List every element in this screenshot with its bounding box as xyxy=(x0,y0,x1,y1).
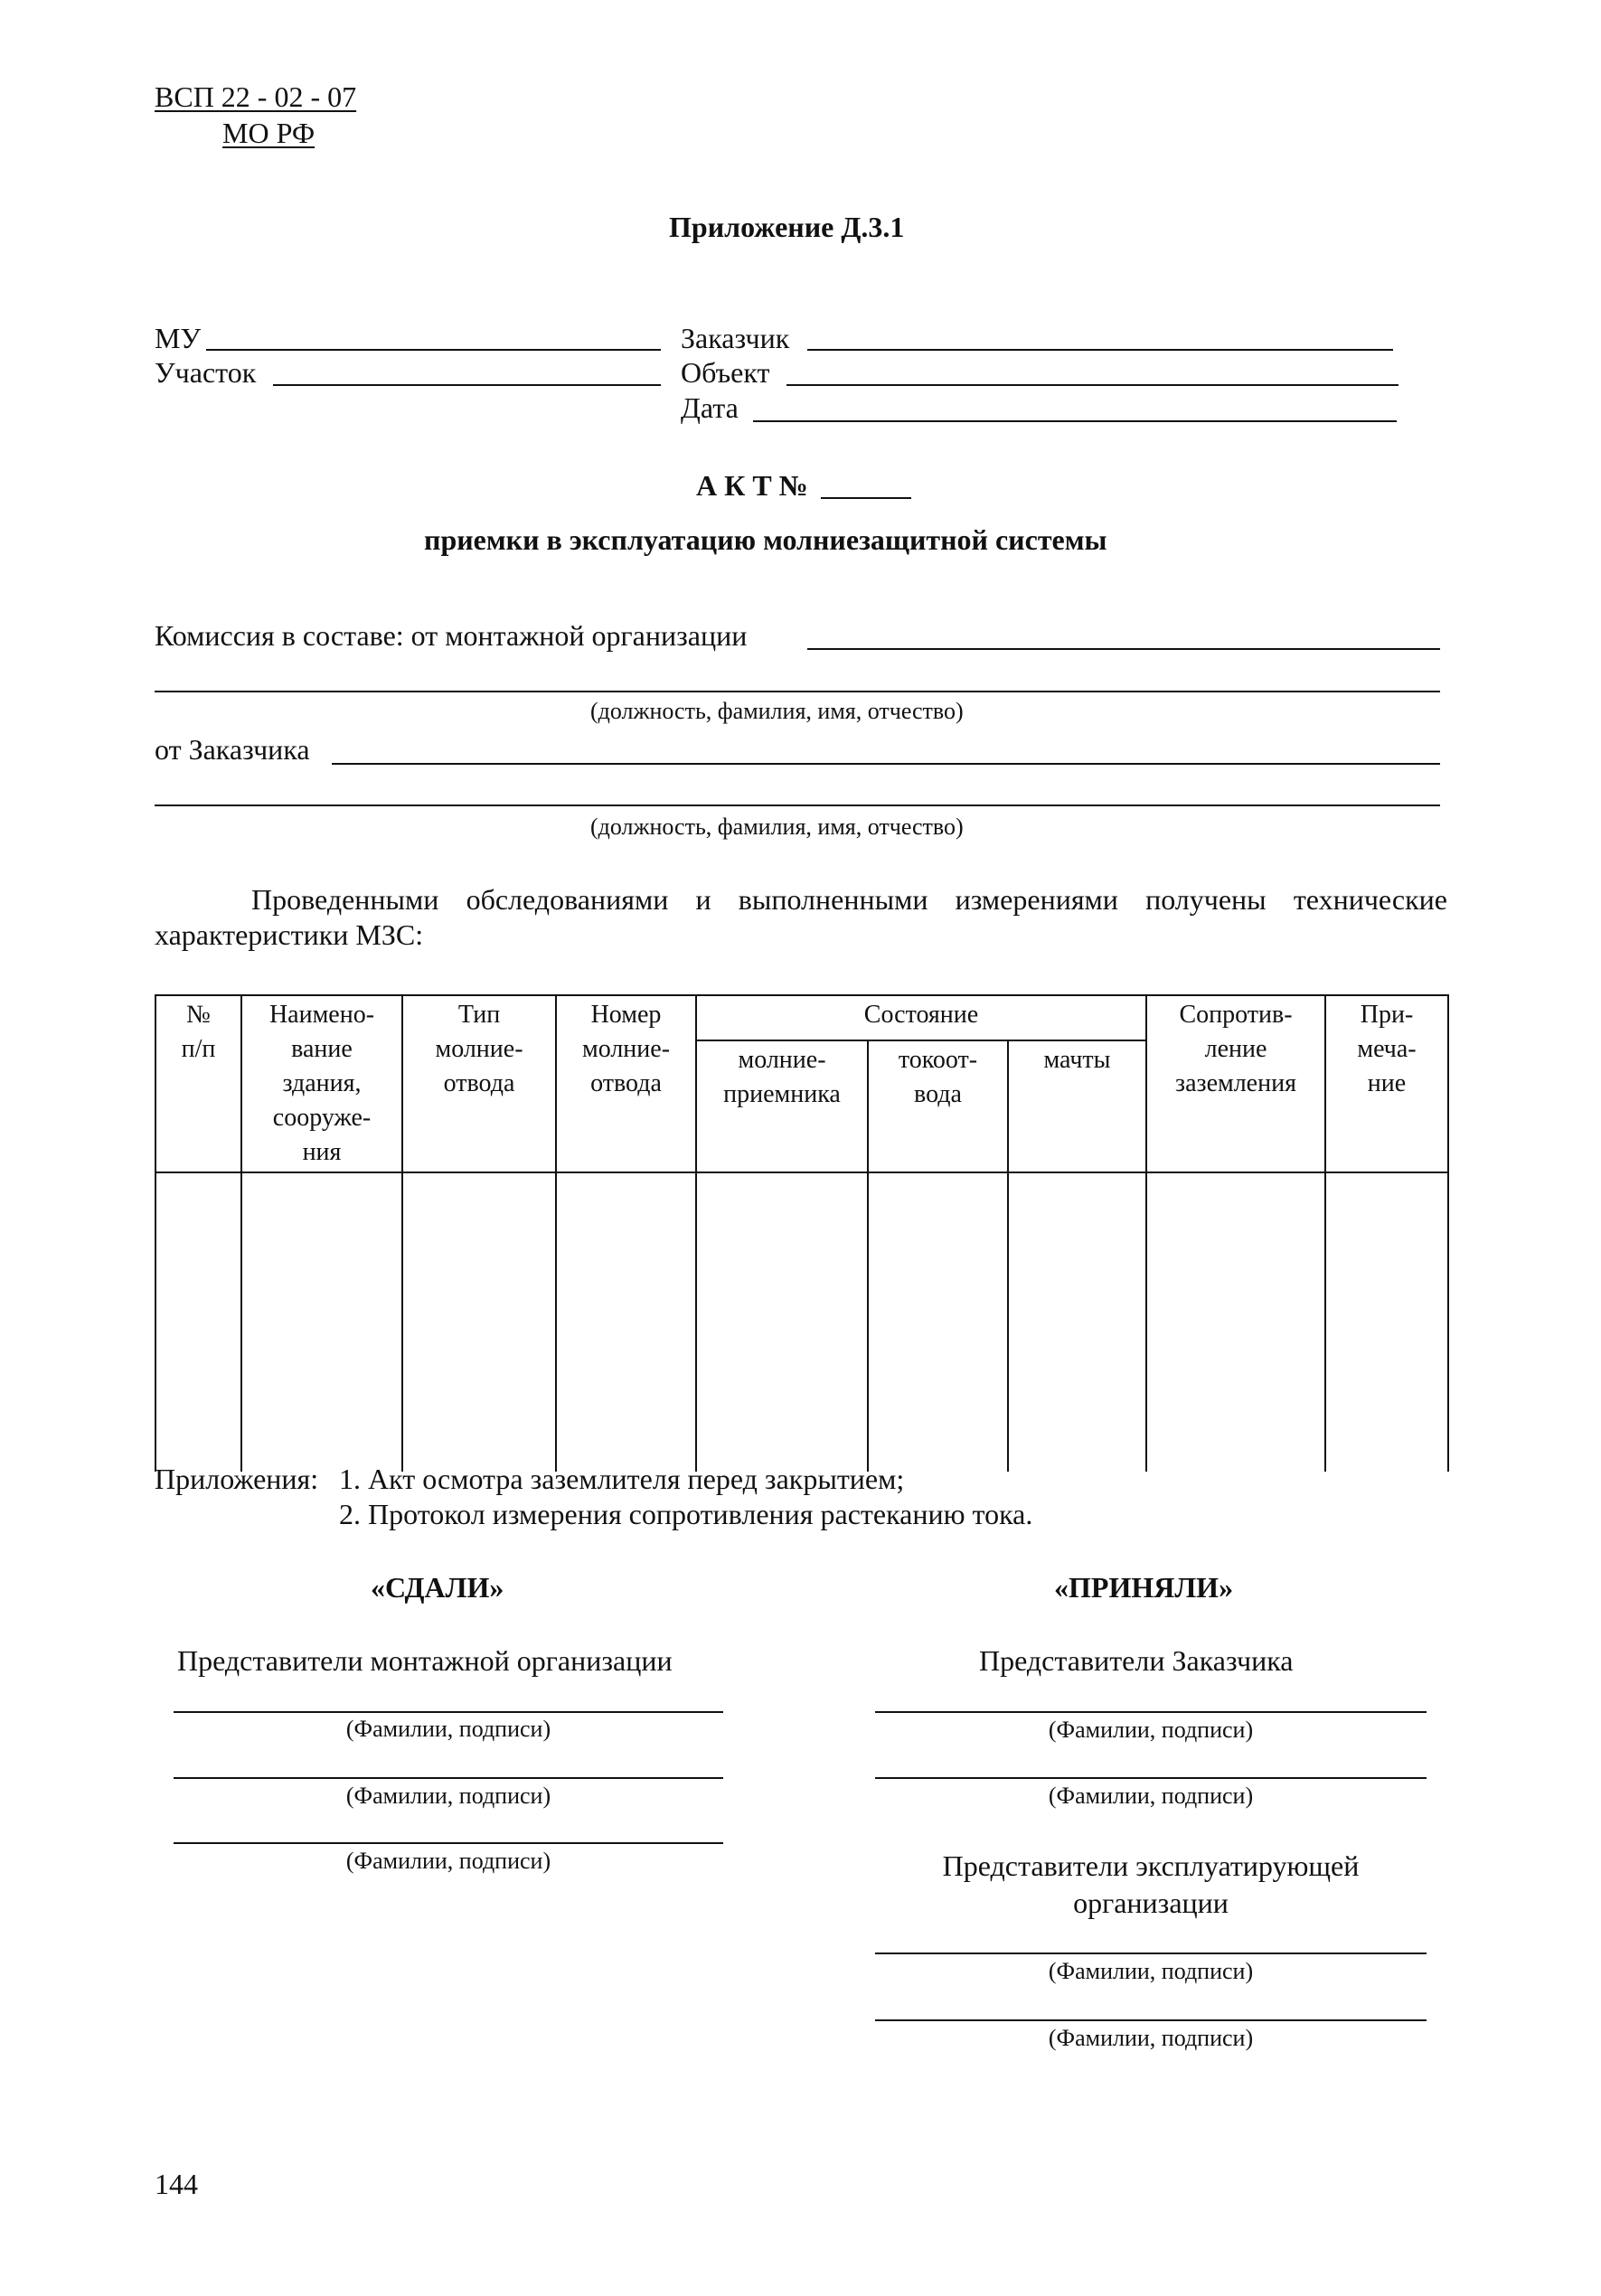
accepted-signature-line-2[interactable] xyxy=(875,1777,1427,1779)
commission-customer-label: от Заказчика xyxy=(155,733,310,766)
operator-signature-line-1[interactable] xyxy=(875,1953,1427,1954)
document-code: ВСП 22 - 02 - 07 xyxy=(155,80,357,113)
page-number: 144 xyxy=(155,2168,198,2200)
handed-signature-hint-3: (Фамилии, подписи) xyxy=(345,1848,551,1874)
col-name-header: Наимено- вание здания, сооруже- ния xyxy=(241,995,402,1172)
mu-field[interactable] xyxy=(206,349,661,351)
cell-name[interactable] xyxy=(241,1172,402,1472)
operator-subtitle-line-1: Представители эксплуатирующей xyxy=(942,1849,1360,1882)
attachment-item-1: 1. Акт осмотра заземлителя перед закрытием; xyxy=(339,1463,905,1495)
cell-number[interactable] xyxy=(556,1172,696,1472)
col-state-down-header: токоот- вода xyxy=(868,1040,1008,1172)
commission-customer-field[interactable] xyxy=(332,763,1440,765)
col-resistance-header: Сопротив- ление заземления xyxy=(1146,995,1325,1172)
position-hint-1: (должность, фамилия, имя, отчество) xyxy=(590,698,964,724)
table-header-row xyxy=(155,995,1448,1040)
commission-mounting-field-2[interactable] xyxy=(155,691,1440,692)
col-state-header: Состояние xyxy=(696,995,1146,1040)
col-type-header: Тип молние- отвода xyxy=(402,995,556,1172)
handed-signature-hint-2: (Фамилии, подписи) xyxy=(345,1783,551,1809)
handed-signature-line-1[interactable] xyxy=(174,1711,723,1713)
cell-resistance[interactable] xyxy=(1146,1172,1325,1472)
act-title: А К Т № xyxy=(696,469,808,502)
handed-signature-line-2[interactable] xyxy=(174,1777,723,1779)
col-state-mast-header: мачты xyxy=(1008,1040,1146,1172)
handed-subtitle: Представители монтажной организации xyxy=(177,1644,673,1677)
handed-signature-line-3[interactable] xyxy=(174,1842,723,1844)
appendix-title: Приложение Д.3.1 xyxy=(669,211,905,243)
operator-signature-hint-1: (Фамилии, подписи) xyxy=(1048,1958,1254,1984)
act-subtitle: приемки в эксплуатацию молниезащитной системы xyxy=(424,523,1107,556)
document-org: МО РФ xyxy=(222,117,315,149)
customer-label: Заказчик xyxy=(681,322,790,354)
operator-subtitle-line-2: организации xyxy=(1073,1887,1229,1919)
accepted-signature-hint-1: (Фамилии, подписи) xyxy=(1048,1717,1254,1743)
col-number-header: Номер молние- отвода xyxy=(556,995,696,1172)
attachments-label: Приложения: xyxy=(155,1463,319,1495)
section-field[interactable] xyxy=(273,384,661,386)
col-state-receiver-header: молние- приемника xyxy=(696,1040,868,1172)
date-field[interactable] xyxy=(753,420,1397,422)
mu-label: МУ xyxy=(155,322,202,354)
accepted-subtitle: Представители Заказчика xyxy=(979,1644,1294,1677)
accepted-signature-hint-2: (Фамилии, подписи) xyxy=(1048,1783,1254,1809)
cell-state-down[interactable] xyxy=(868,1172,1008,1472)
operator-signature-hint-2: (Фамилии, подписи) xyxy=(1048,2025,1254,2051)
col-num-header: № п/п xyxy=(155,995,241,1172)
handed-signature-hint-1: (Фамилии, подписи) xyxy=(345,1716,551,1742)
date-label: Дата xyxy=(681,391,739,424)
object-field[interactable] xyxy=(786,384,1399,386)
accepted-signature-line-1[interactable] xyxy=(875,1711,1427,1713)
intro-paragraph: Проведенными обследованиями и выполненными измерениями получены технические характеристики МЗС: xyxy=(155,883,1447,951)
object-label: Объект xyxy=(681,356,770,389)
accepted-title: «ПРИНЯЛИ» xyxy=(1054,1571,1234,1604)
handed-title: «СДАЛИ» xyxy=(371,1571,504,1604)
cell-num[interactable] xyxy=(155,1172,241,1472)
table-row xyxy=(155,1172,1448,1472)
commission-customer-field-2[interactable] xyxy=(155,805,1440,806)
attachment-item-2: 2. Протокол измерения сопротивления растеканию тока. xyxy=(339,1498,1033,1530)
customer-field[interactable] xyxy=(807,349,1393,351)
characteristics-table xyxy=(155,994,1449,1472)
commission-mounting-field[interactable] xyxy=(807,648,1440,650)
position-hint-2: (должность, фамилия, имя, отчество) xyxy=(590,814,964,840)
cell-note[interactable] xyxy=(1325,1172,1448,1472)
cell-type[interactable] xyxy=(402,1172,556,1472)
act-number-field[interactable] xyxy=(821,497,911,499)
cell-state-mast[interactable] xyxy=(1008,1172,1146,1472)
operator-signature-line-2[interactable] xyxy=(875,2019,1427,2021)
col-note-header: При- меча- ние xyxy=(1325,995,1448,1172)
commission-mounting-label: Комиссия в составе: от монтажной организации xyxy=(155,619,748,652)
section-label: Участок xyxy=(155,356,257,389)
cell-state-receiver[interactable] xyxy=(696,1172,868,1472)
